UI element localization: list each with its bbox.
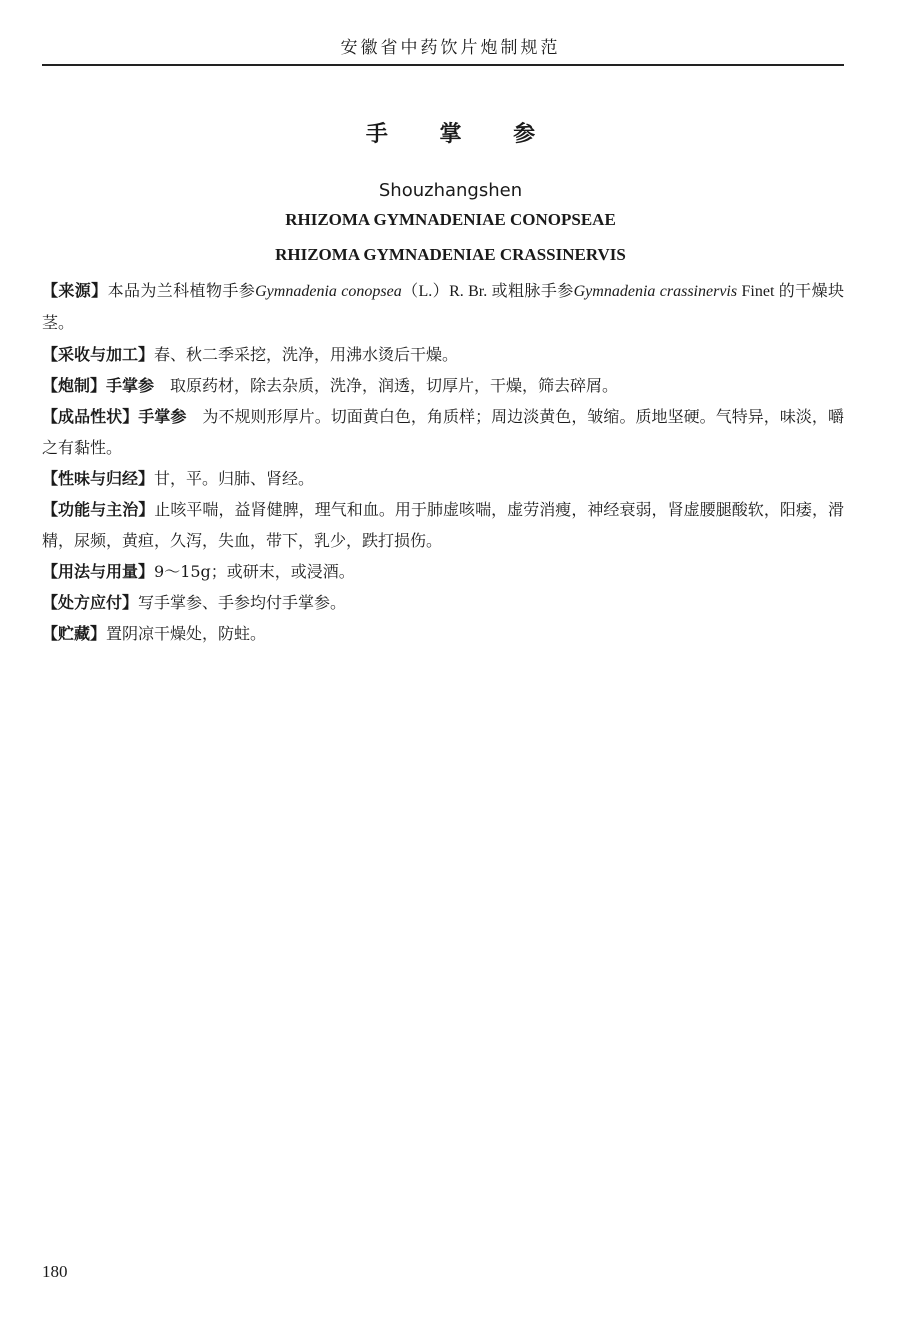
section-label: 【炮制】 [42,376,107,395]
section-text: 春、秋二季采挖，洗净，用沸水烫后干燥。 [154,345,459,364]
running-head: 安徽省中药饮片炮制规范 [340,38,561,58]
section-subhead: 手掌参 [138,407,187,426]
section-label: 【功能与主治】 [42,500,155,519]
section-label: 【来源】 [42,281,108,300]
section-dosage [42,556,844,587]
latin-name-1: RHIZOMA GYMNADENIAE CONOPSEAE [285,210,616,229]
entry-pinyin: Shouzhangshen [378,180,523,201]
section-text: 9～15g；或研末，或浸酒。 [154,562,355,581]
section-storage [42,618,844,649]
section-text: 取原药材，除去杂质，洗净，润透，切厚片，干燥，筛去碎屑。 [154,376,619,395]
header-rule [42,64,844,66]
section-label: 【用法与用量】 [42,562,155,581]
species-name: Gymnadenia conopsea [255,283,402,300]
entry-body [42,275,844,649]
section-harvest [42,339,844,370]
section-text: （L.）R. Br. 或粗脉手参 [401,283,574,300]
section-label: 【成品性状】 [42,407,139,426]
section-nature [42,463,844,494]
latin-name-2: RHIZOMA GYMNADENIAE CRASSINERVIS [275,245,626,264]
section-functions [42,494,844,556]
section-text: 置阴凉干燥处，防蛀。 [106,624,267,643]
entry-title: 手 掌 参 [365,122,558,147]
section-label: 【处方应付】 [42,593,139,612]
section-label: 【贮藏】 [42,624,107,643]
section-text: 写手掌参、手参均付手掌参。 [138,593,347,612]
section-text: 止咳平喘，益肾健脾，理气和血。用于肺虚咳喘，虚劳消瘦，神经衰弱，肾虚腰腿酸软，阳痿，滑精，尿频，黄疸，久泻，失血，带下，乳少，跌打损伤。 [42,500,844,550]
species-name: Gymnadenia crassinervis [573,283,738,300]
section-text: 甘，平。归肺、肾经。 [154,469,315,488]
section-text: 为不规则形厚片。切面黄白色，角质样；周边淡黄色，皱缩。质地坚硬。气特异，味淡，嚼之有黏性。 [42,407,844,457]
section-characters [42,401,844,463]
section-label: 【性味与归经】 [42,469,155,488]
section-label: 【采收与加工】 [42,345,155,364]
section-text: Finet 的干燥块茎。 [42,283,844,332]
section-processing [42,370,844,401]
section-subhead: 手掌参 [106,376,155,395]
page-number: 180 [42,1262,68,1281]
section-text: 本品为兰科植物手参 [107,281,256,300]
section-prescription [42,587,844,618]
section-source [42,275,844,339]
